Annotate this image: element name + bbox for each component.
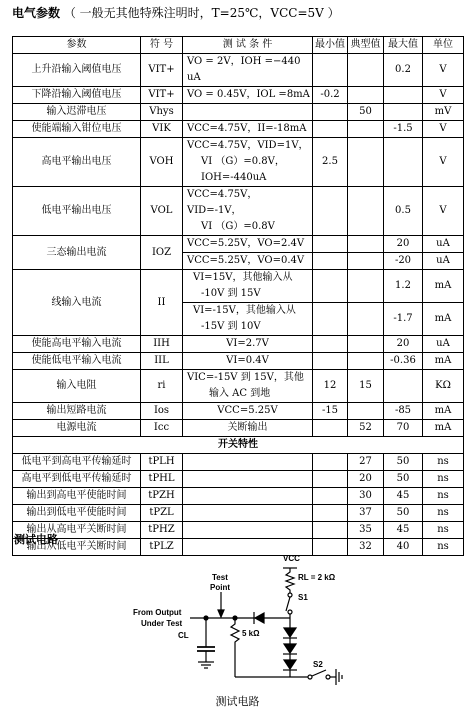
unit-cell: uA bbox=[423, 336, 464, 353]
unit-cell: mA bbox=[423, 303, 464, 336]
max-cell: 45 bbox=[384, 488, 423, 505]
symbol-cell: VIK bbox=[141, 121, 183, 138]
min-cell bbox=[313, 471, 348, 488]
typ-cell bbox=[348, 403, 384, 420]
param-cell: 高电平到低电平传输延时 bbox=[13, 471, 141, 488]
param-cell: 输出从低电平关断时间 bbox=[13, 539, 141, 556]
s1-label: S1 bbox=[298, 593, 308, 602]
typ-cell: 27 bbox=[348, 454, 384, 471]
max-cell: 70 bbox=[384, 420, 423, 437]
table-row bbox=[13, 454, 464, 471]
max-cell: -85 bbox=[384, 403, 423, 420]
col-header: 最大值 bbox=[384, 37, 423, 54]
symbol-cell: VOH bbox=[141, 138, 183, 187]
condition-cell bbox=[183, 488, 313, 505]
max-cell: -1.7 bbox=[384, 303, 423, 336]
min-cell bbox=[313, 454, 348, 471]
spec-header bbox=[12, 4, 340, 21]
electrical-spec-table bbox=[12, 36, 464, 556]
test-point-arrow-head bbox=[218, 610, 224, 617]
symbol-cell: Vhys bbox=[141, 104, 183, 121]
typ-cell bbox=[348, 253, 384, 270]
condition-cell bbox=[183, 505, 313, 522]
spec-note: （ 一般无其他特殊注明时，T=25℃，VCC=5V ） bbox=[63, 6, 340, 20]
table-row bbox=[13, 420, 464, 437]
rl-label: RL = 2 kΩ bbox=[298, 573, 336, 582]
param-cell: 高电平输出电压 bbox=[13, 138, 141, 187]
condition-cell: 关断输出 bbox=[183, 420, 313, 437]
unit-cell: ns bbox=[423, 522, 464, 539]
table-row bbox=[13, 336, 464, 353]
min-cell bbox=[313, 505, 348, 522]
col-header: 符 号 bbox=[141, 37, 183, 54]
table-row bbox=[13, 104, 464, 121]
from-output-label: From Output bbox=[133, 608, 182, 617]
symbol-cell: tPLH bbox=[141, 454, 183, 471]
circuit-caption: 测试电路 bbox=[215, 695, 260, 708]
symbol-cell: IIL bbox=[141, 353, 183, 370]
unit-cell: mA bbox=[423, 353, 464, 370]
param-cell: 输入迟滞电压 bbox=[13, 104, 141, 121]
unit-cell: V bbox=[423, 87, 464, 104]
unit-cell: V bbox=[423, 54, 464, 87]
param-cell: 使能低电平输入电流 bbox=[13, 353, 141, 370]
typ-cell: 50 bbox=[348, 104, 384, 121]
unit-cell: V bbox=[423, 121, 464, 138]
param-cell: 使能高电平输入电流 bbox=[13, 336, 141, 353]
unit-cell: uA bbox=[423, 236, 464, 253]
min-cell: -0.2 bbox=[313, 87, 348, 104]
table-row bbox=[13, 54, 464, 87]
max-cell: 50 bbox=[384, 454, 423, 471]
condition-line: VI=15V，其他输入从 bbox=[193, 272, 293, 283]
switch-s1-blade bbox=[286, 597, 290, 611]
col-header: 单位 bbox=[423, 37, 464, 54]
max-cell: 20 bbox=[384, 236, 423, 253]
condition-cell bbox=[183, 270, 313, 303]
param-cell: 上升沿输入阈值电压 bbox=[13, 54, 141, 87]
unit-cell: mA bbox=[423, 403, 464, 420]
max-cell bbox=[384, 87, 423, 104]
max-cell: -0.36 bbox=[384, 353, 423, 370]
col-header: 最小值 bbox=[313, 37, 348, 54]
condition-line: VIC=-15V 到 15V，其他 bbox=[187, 372, 304, 383]
typ-cell bbox=[348, 121, 384, 138]
table-row bbox=[13, 121, 464, 138]
symbol-cell: tPLZ bbox=[141, 539, 183, 556]
min-cell bbox=[313, 353, 348, 370]
symbol-cell: tPHZ bbox=[141, 522, 183, 539]
typ-cell: 32 bbox=[348, 539, 384, 556]
unit-cell: V bbox=[423, 138, 464, 187]
condition-cell: VO = 0.45V，IOL =8mA bbox=[183, 87, 313, 104]
max-cell: 50 bbox=[384, 471, 423, 488]
symbol-cell: ri bbox=[141, 370, 183, 403]
condition-cell bbox=[183, 138, 313, 187]
condition-line: IOH=-440uA bbox=[201, 172, 267, 183]
min-cell bbox=[313, 236, 348, 253]
unit-cell: ns bbox=[423, 488, 464, 505]
max-cell: 50 bbox=[384, 505, 423, 522]
typ-cell bbox=[348, 270, 384, 303]
condition-cell: VI=2.7V bbox=[183, 336, 313, 353]
max-cell bbox=[384, 138, 423, 187]
table-row bbox=[13, 353, 464, 370]
table-row bbox=[13, 403, 464, 420]
switching-section-title: 开关特性 bbox=[13, 437, 464, 454]
param-cell: 输出到低电平使能时间 bbox=[13, 505, 141, 522]
unit-cell: ns bbox=[423, 471, 464, 488]
unit-cell: ns bbox=[423, 454, 464, 471]
max-cell: 0.5 bbox=[384, 187, 423, 236]
symbol-cell: Ios bbox=[141, 403, 183, 420]
typ-cell bbox=[348, 138, 384, 187]
symbol-cell: VIT+ bbox=[141, 54, 183, 87]
typ-cell: 20 bbox=[348, 471, 384, 488]
vcc-label: VCC bbox=[283, 554, 300, 563]
switch-s2-contact bbox=[326, 675, 330, 679]
condition-cell: VCC=5.25V bbox=[183, 403, 313, 420]
table-row bbox=[13, 505, 464, 522]
param-cell: 电源电流 bbox=[13, 420, 141, 437]
spec-title: 电气参数 bbox=[12, 6, 61, 20]
param-cell: 线输入电流 bbox=[13, 270, 141, 336]
max-cell: 40 bbox=[384, 539, 423, 556]
typ-cell: 37 bbox=[348, 505, 384, 522]
condition-line: VI （G）=0.8V bbox=[201, 221, 275, 232]
table-row bbox=[13, 522, 464, 539]
test-point-label: Test bbox=[212, 573, 228, 582]
resistor-5k bbox=[231, 618, 239, 667]
col-header: 典型值 bbox=[348, 37, 384, 54]
symbol-cell: IIH bbox=[141, 336, 183, 353]
param-cell: 输出从高电平关断时间 bbox=[13, 522, 141, 539]
min-cell bbox=[313, 54, 348, 87]
min-cell bbox=[313, 336, 348, 353]
table-row bbox=[13, 471, 464, 488]
unit-cell: mV bbox=[423, 104, 464, 121]
load-resistor-rl bbox=[286, 568, 294, 593]
max-cell bbox=[384, 104, 423, 121]
typ-cell: 35 bbox=[348, 522, 384, 539]
condition-cell bbox=[183, 471, 313, 488]
unit-cell: V bbox=[423, 187, 464, 236]
min-cell bbox=[313, 104, 348, 121]
typ-cell bbox=[348, 336, 384, 353]
min-cell: 2.5 bbox=[313, 138, 348, 187]
param-cell: 下降沿输入阈值电压 bbox=[13, 87, 141, 104]
switch-s1-contact bbox=[288, 610, 292, 614]
max-cell: -20 bbox=[384, 253, 423, 270]
min-cell: -15 bbox=[313, 403, 348, 420]
condition-cell bbox=[183, 104, 313, 121]
diode bbox=[255, 613, 264, 623]
condition-cell: VO = 2V，IOH =−440 uA bbox=[183, 54, 313, 87]
condition-line: VI （G）=0.8V， bbox=[201, 156, 285, 167]
typ-cell: 30 bbox=[348, 488, 384, 505]
typ-cell: 15 bbox=[348, 370, 384, 403]
min-cell bbox=[313, 420, 348, 437]
symbol-cell: tPHL bbox=[141, 471, 183, 488]
typ-cell bbox=[348, 303, 384, 336]
table-row bbox=[13, 87, 464, 104]
col-header: 测 试 条 件 bbox=[183, 37, 313, 54]
min-cell: 12 bbox=[313, 370, 348, 403]
condition-cell: VCC=5.25V，VO=2.4V bbox=[183, 236, 313, 253]
condition-line: VI=-15V，其他输入从 bbox=[193, 305, 296, 316]
min-cell bbox=[313, 270, 348, 303]
symbol-cell: IOZ bbox=[141, 236, 183, 270]
switch-s1-contact bbox=[288, 593, 292, 597]
symbol-cell: Icc bbox=[141, 420, 183, 437]
symbol-cell: VIT+ bbox=[141, 87, 183, 104]
table-header-row bbox=[13, 37, 464, 54]
unit-cell: uA bbox=[423, 253, 464, 270]
min-cell bbox=[313, 303, 348, 336]
condition-cell bbox=[183, 454, 313, 471]
max-cell: -1.5 bbox=[384, 121, 423, 138]
col-header: 参数 bbox=[13, 37, 141, 54]
condition-line: -10V 到 15V bbox=[201, 288, 261, 299]
resistor-5k-label: 5 kΩ bbox=[242, 629, 260, 638]
param-cell: 输出短路电流 bbox=[13, 403, 141, 420]
condition-line: VCC=4.75V，VID=-1V， bbox=[187, 189, 258, 216]
diode bbox=[284, 644, 296, 653]
unit-cell: ns bbox=[423, 539, 464, 556]
unit-cell: ns bbox=[423, 505, 464, 522]
diode bbox=[284, 628, 296, 637]
condition-cell bbox=[183, 187, 313, 236]
condition-line: -15V 到 10V bbox=[201, 321, 261, 332]
typ-cell bbox=[348, 187, 384, 236]
unit-cell: mA bbox=[423, 420, 464, 437]
diode bbox=[284, 660, 296, 669]
typ-cell bbox=[348, 353, 384, 370]
condition-line: 输入 AC 到地 bbox=[209, 388, 271, 399]
unit-cell: mA bbox=[423, 270, 464, 303]
test-circuit-diagram bbox=[0, 540, 475, 690]
table-row bbox=[13, 138, 464, 187]
min-cell bbox=[313, 253, 348, 270]
condition-cell bbox=[183, 303, 313, 336]
min-cell bbox=[313, 187, 348, 236]
table-row bbox=[13, 236, 464, 253]
max-cell: 0.2 bbox=[384, 54, 423, 87]
table-row bbox=[13, 270, 464, 303]
unit-cell: KΩ bbox=[423, 370, 464, 403]
condition-cell bbox=[183, 370, 313, 403]
test-point-label: Point bbox=[210, 583, 230, 592]
min-cell bbox=[313, 488, 348, 505]
condition-cell bbox=[183, 522, 313, 539]
condition-cell: VCC=5.25V，VO=0.4V bbox=[183, 253, 313, 270]
min-cell bbox=[313, 522, 348, 539]
symbol-cell: II bbox=[141, 270, 183, 336]
param-cell: 三态输出电流 bbox=[13, 236, 141, 270]
switch-s2-blade bbox=[312, 670, 326, 676]
section-header-row bbox=[13, 437, 464, 454]
typ-cell: 52 bbox=[348, 420, 384, 437]
under-test-label: Under Test bbox=[141, 619, 183, 628]
symbol-cell: VOL bbox=[141, 187, 183, 236]
symbol-cell: tPZL bbox=[141, 505, 183, 522]
param-cell: 低电平到高电平传输延时 bbox=[13, 454, 141, 471]
condition-cell: VCC=4.75V，II=-18mA bbox=[183, 121, 313, 138]
symbol-cell: tPZH bbox=[141, 488, 183, 505]
max-cell: 45 bbox=[384, 522, 423, 539]
s2-label: S2 bbox=[313, 660, 323, 669]
table-row bbox=[13, 187, 464, 236]
param-cell: 输出到高电平使能时间 bbox=[13, 488, 141, 505]
cl-label: CL bbox=[178, 631, 189, 640]
table-row bbox=[13, 370, 464, 403]
switch-s2-contact bbox=[308, 675, 312, 679]
condition-cell: VI=0.4V bbox=[183, 353, 313, 370]
param-cell: 输入电阻 bbox=[13, 370, 141, 403]
circuit-section-title: 测试电路 bbox=[14, 533, 58, 546]
param-cell: 低电平输出电压 bbox=[13, 187, 141, 236]
typ-cell bbox=[348, 236, 384, 253]
max-cell bbox=[384, 370, 423, 403]
max-cell: 20 bbox=[384, 336, 423, 353]
condition-line: VCC=4.75V，VID=1V， bbox=[187, 140, 309, 151]
typ-cell bbox=[348, 87, 384, 104]
typ-cell bbox=[348, 54, 384, 87]
max-cell: 1.2 bbox=[384, 270, 423, 303]
table-row bbox=[13, 488, 464, 505]
param-cell: 使能端输入钳位电压 bbox=[13, 121, 141, 138]
min-cell bbox=[313, 121, 348, 138]
